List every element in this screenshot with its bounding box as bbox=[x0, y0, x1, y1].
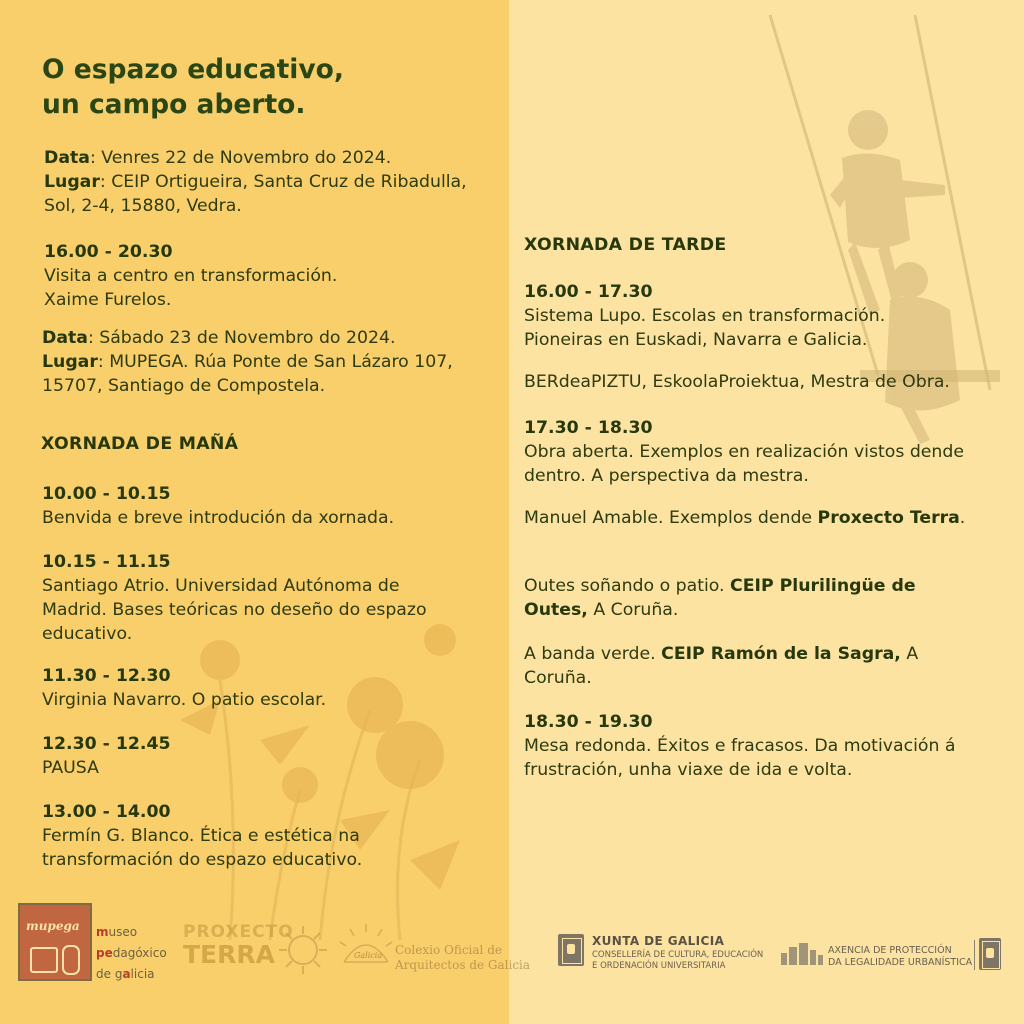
day2-info bbox=[42, 326, 472, 398]
footer-divider bbox=[974, 940, 975, 970]
afternoon-desc: Sistema Lupo. Escolas en transformación. Pioneiras en Euskadi, Navarra e Galicia. bbox=[524, 306, 886, 350]
afternoon-session-1 bbox=[524, 280, 944, 352]
morning-item-3 bbox=[42, 664, 482, 712]
morning-desc: Benvida e breve introdución da xornada. bbox=[42, 508, 395, 528]
sun-emblem-icon bbox=[275, 922, 331, 978]
day1-place: : CEIP Ortigueira, Santa Cruz de Ribadulla, Sol, 2-4, 15880, Vedra. bbox=[44, 172, 467, 216]
day1-info bbox=[44, 146, 484, 218]
morning-time: 10.00 - 10.15 bbox=[42, 484, 171, 504]
proxecto-terra-logo: PROXECTO TERRA bbox=[183, 922, 294, 969]
proxecto-terra-bold: Proxecto Terra bbox=[817, 508, 960, 528]
morning-item-1 bbox=[42, 482, 482, 530]
afternoon-session-2 bbox=[524, 416, 1014, 488]
outes-school: CEIP Plurilingüe de Outes, bbox=[524, 576, 916, 620]
afternoon-time: 18.30 - 19.30 bbox=[524, 712, 653, 732]
afternoon-session-1-extra: BERdeaPIZTU, EskoolaProiektua, Mestra de Obra. bbox=[524, 372, 950, 392]
museo-pedagoxico-text: museo pedagóxico de galicia bbox=[96, 925, 167, 981]
day1-time: 16.00 - 20.30 bbox=[44, 242, 173, 262]
axencia-text: AXENCIA DE PROTECCIÓN DA LEGALIDADE URBANÍSTICA bbox=[828, 945, 973, 968]
morning-desc: Virginia Navarro. O patio escolar. bbox=[42, 690, 327, 710]
event-title bbox=[42, 52, 344, 122]
outes-line: Outes soñando o patio. CEIP Plurilingüe de Outes, A Coruña. bbox=[524, 576, 916, 620]
coag-emblem-icon bbox=[338, 922, 394, 974]
data-label-2: Data bbox=[42, 328, 88, 348]
day1-session bbox=[44, 240, 484, 312]
morning-item-4 bbox=[42, 732, 482, 780]
afternoon-time: 17.30 - 18.30 bbox=[524, 418, 653, 438]
ramon-sagra-school: CEIP Ramón de la Sagra, bbox=[661, 644, 901, 664]
banda-line: A banda verde. CEIP Ramón de la Sagra, A Coruña. bbox=[524, 644, 919, 688]
manuel-amable-line: Manuel Amable. Exemplos dende Proxecto Terra. bbox=[524, 508, 966, 528]
morning-time: 10.15 - 11.15 bbox=[42, 552, 171, 572]
morning-time: 11.30 - 12.30 bbox=[42, 666, 171, 686]
afternoon-desc: Obra aberta. Exemplos en realización vistos dende dentro. A perspectiva da mestra. bbox=[524, 442, 964, 486]
afternoon-time: 16.00 - 17.30 bbox=[524, 282, 653, 302]
morning-item-5 bbox=[42, 800, 442, 872]
morning-heading: XORNADA DE MAÑÁ bbox=[41, 434, 239, 454]
day1-desc: Visita a centro en transformación. Xaime Furelos. bbox=[44, 266, 338, 310]
xunta-title: XUNTA DE GALICIA bbox=[592, 934, 725, 948]
data-label: Data bbox=[44, 148, 90, 168]
mupega-badge: mupega bbox=[26, 919, 80, 933]
lugar-label-2: Lugar bbox=[42, 352, 98, 372]
day2-date: : Sábado 23 de Novembro do 2024. bbox=[87, 328, 396, 348]
day1-date: : Venres 22 de Novembro do 2024. bbox=[89, 148, 392, 168]
title-line-1: O espazo educativo, bbox=[42, 54, 344, 85]
morning-desc: PAUSA bbox=[42, 758, 99, 778]
afternoon-desc: Mesa redonda. Éxitos e fracasos. Da motivación á frustración, unha viaxe de ida e volta. bbox=[524, 736, 956, 780]
lugar-label: Lugar bbox=[44, 172, 100, 192]
axencia-buildings-icon bbox=[781, 943, 823, 965]
morning-desc: Fermín G. Blanco. Ética e estética na transformación do espazo educativo. bbox=[42, 826, 363, 870]
afternoon-session-3 bbox=[524, 710, 1014, 782]
day2-place: : MUPEGA. Rúa Ponte de San Lázaro 107, 15707, Santiago de Compostela. bbox=[42, 352, 453, 396]
xunta-subtitle: CONSELLERÍA DE CULTURA, EDUCACIÓN E ORDENACIÓN UNIVERSITARIA bbox=[592, 950, 764, 971]
morning-desc: Santiago Atrio. Universidad Autónoma de Madrid. Bases teóricas no deseño do espazo educativo. bbox=[42, 576, 427, 644]
galicia-emblem-icon bbox=[979, 938, 1001, 970]
mupega-logo bbox=[18, 903, 92, 981]
afternoon-heading: XORNADA DE TARDE bbox=[524, 235, 727, 255]
morning-item-2 bbox=[42, 550, 452, 646]
colexio-arquitectos-text: Colexio Oficial de Arquitectos de Galicia bbox=[395, 943, 531, 972]
morning-time: 12.30 - 12.45 bbox=[42, 734, 171, 754]
morning-time: 13.00 - 14.00 bbox=[42, 802, 171, 822]
xunta-shield-icon bbox=[558, 934, 584, 966]
title-line-2: un campo aberto. bbox=[42, 89, 306, 120]
coag-badge: Galicia bbox=[354, 951, 383, 960]
